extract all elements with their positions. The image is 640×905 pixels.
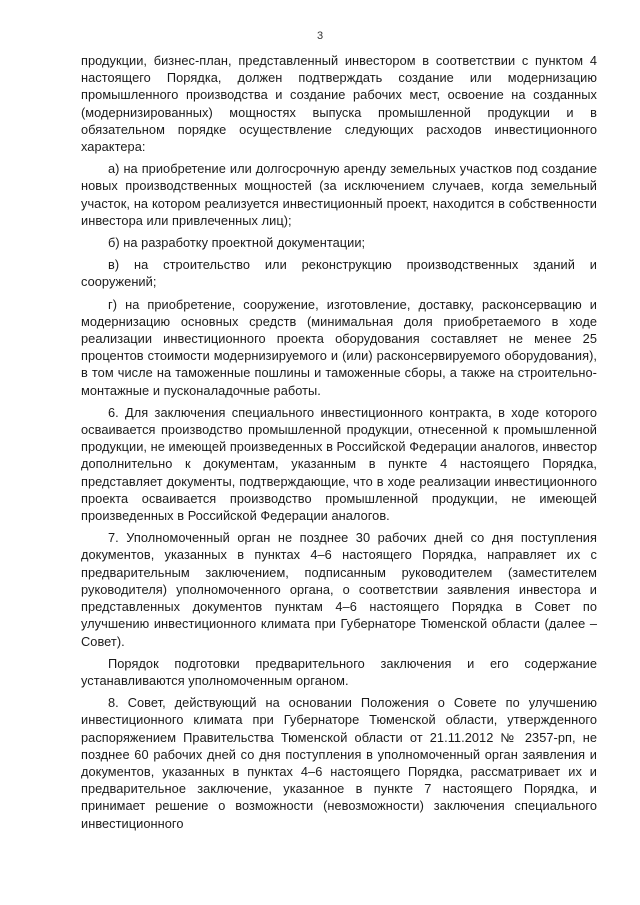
paragraph-item-b: б) на разработку проектной документации; bbox=[108, 235, 366, 251]
paragraph-item-g: г) на приобретение, сооружение, изготовление, доставку, расконсервацию и модернизацию основных средств (минимальная доля приобретаемого в ходе реализации инвестиционного проекта оборудования составляет не менее 25 процентов стоимости модернизируемого и (или) расконсервируемого оборудования), в том числе на таможенные пошлины и таможенные сборы, а также на строительно-монтажные и пусконаладочные работы. bbox=[81, 296, 597, 398]
paragraph-item-a: а) на приобретение или долгосрочную аренду земельных участков под создание новых производственных мощностей (за исключением случаев, когда земельный участок, на котором реализуется инвестиционный проект, находится в собственности инвестора или привлеченных лиц); bbox=[81, 161, 597, 228]
paragraph-continuation: продукции, бизнес-план, представленный инвестором в соответствии с пунктом 4 настоящего Порядка, должен подтверждать создание или модернизацию промышленного производства и создание рабочих мест, освоение на созданных (модернизированных) мощностях выпуска промышленной продукции и в обязательном порядке осуществление следующих расходов инвестиционного характера: bbox=[81, 53, 597, 155]
paragraph-section-7-procedure: Порядок подготовки предварительного заключения и его содержание устанавливаются уполномоченным органом. bbox=[81, 655, 597, 688]
page-number: 3 bbox=[316, 30, 324, 42]
paragraph-section-6: 6. Для заключения специального инвестиционного контракта, в ходе которого осваивается производство промышленной продукции, отнесенной к промышленной продукции, не имеющей произведенных в Российской Федерации аналогов, инвестор дополнительно к документам, указанным в пункте 4 настоящего Порядка, представляет документы, подтверждающие, что в ходе реализации инвестиционного проекта осваивается производство промышленной продукции, не имеющей произведенных в Российской Федерации аналогов. bbox=[81, 404, 597, 524]
paragraph-section-7: 7. Уполномоченный орган не позднее 30 рабочих дней со дня поступления документов, указанных в пунктах 4–6 настоящего Порядка, направляет их с предварительным заключением, подписанным руководителем (заместителем руководителя) уполномоченного органа, о соответствии заявления инвестора и представленных документов пунктам 4–6 настоящего Порядка в Совет по улучшению инвестиционного климата при Губернаторе Тюменской области (далее – Совет). bbox=[81, 530, 597, 649]
document-body bbox=[81, 52, 597, 837]
paragraph-section-8: 8. Совет, действующий на основании Положения о Совете по улучшению инвестиционного климата при Губернаторе Тюменской области, утвержденного распоряжением Правительства Тюменской области от 21.11.2012 № 2357-рп, не позднее 60 рабочих дней со дня поступления в уполномоченный орган заявления и документов, указанных в пунктах 4–6 настоящего Порядка, рассматривает их и предварительное заключение, указанное в пункте 7 настоящего Порядка, и принимает решение о возможности (невозможности) заключения специального инвестиционного bbox=[81, 695, 597, 831]
paragraph-item-v: в) на строительство или реконструкцию производственных зданий и сооружений; bbox=[81, 257, 597, 290]
